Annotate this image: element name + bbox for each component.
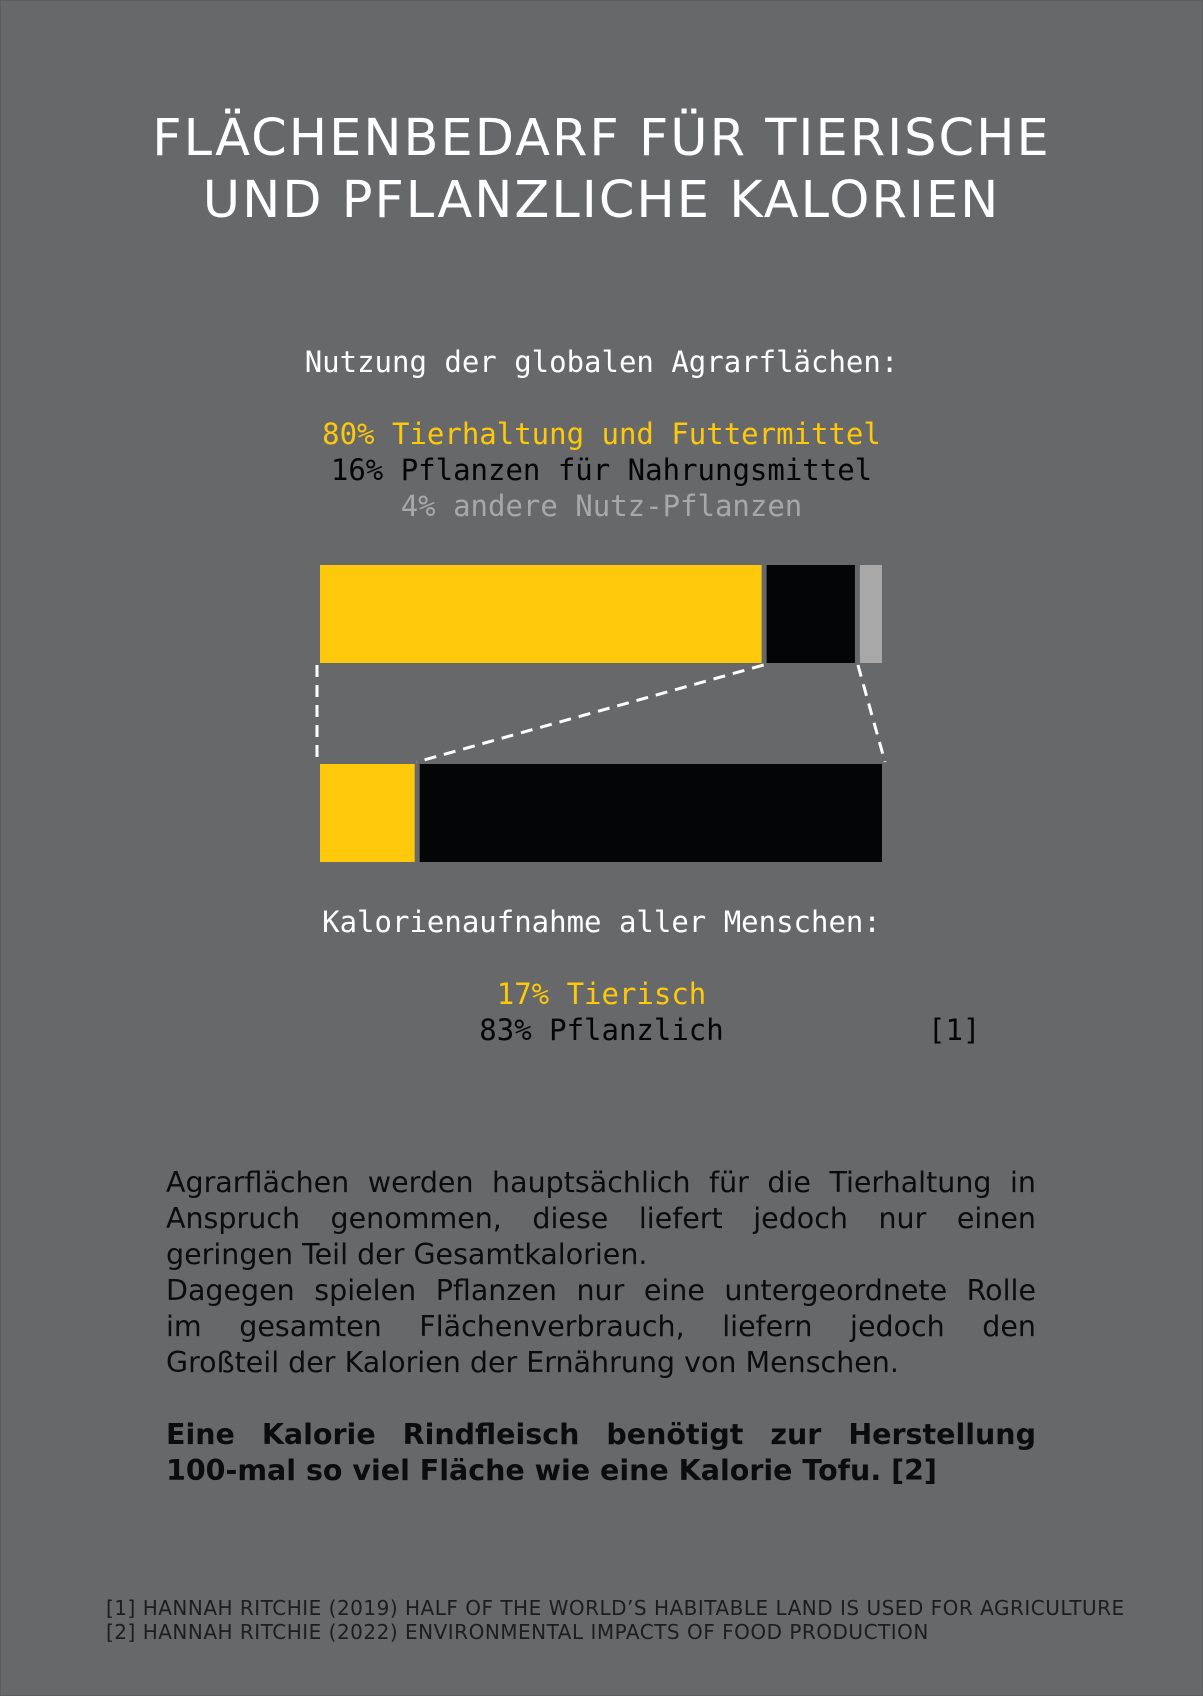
connector-animal-line [417,665,764,762]
land-use-bar-segment-1 [320,565,762,663]
paragraph-2-line-2: 100-mal so viel Fläche wie eine Kalorie Tofu. [2] [166,1454,937,1487]
calorie-reference: [1] [928,1013,981,1047]
paragraph-1-line-2: Anspruch genommen, diese liefert jedoch nur einen [166,1202,1036,1235]
paragraph-1-line-1: Agrarflächen werden hauptsächlich für die Tierhaltung in [166,1166,1036,1199]
body-paragraph-2 [166,1417,1036,1489]
legend-animal-land: 80% Tierhaltung und Futtermittel [322,417,881,451]
paragraph-1-line-4: Dagegen spielen Pflanzen nur eine untergeordnete Rolle [166,1274,1036,1307]
legend-plant-calories: 83% Pflanzlich [479,1013,724,1047]
calorie-bar-segment-1 [320,764,415,862]
paragraph-1-line-6: Großteil der Kalorien der Ernährung von Menschen. [166,1346,899,1379]
legend-animal-calories: 17% Tierisch [496,977,707,1011]
land-use-heading: Nutzung der globalen Agrarflächen: [304,345,899,379]
footnote-2: [2] HANNAH RITCHIE (2022) ENVIRONMENTAL IMPACTS OF FOOD PRODUCTION [106,1620,929,1644]
connector-plant-line [858,665,885,762]
land-use-bar-segment-3 [860,565,882,663]
paragraph-2-line-1: Eine Kalorie Rindfleisch benötigt zur Herstellung [166,1418,1036,1451]
page-title-line-2: UND PFLANZLICHE KALORIEN [202,171,1001,230]
paragraph-1-line-5: im gesamten Flächenverbrauch, liefern jedoch den [166,1310,1036,1343]
legend-plant-food-land: 16% Pflanzen für Nahrungsmittel [330,453,873,487]
land-use-bar-segment-2 [767,565,855,663]
calorie-heading: Kalorienaufnahme aller Menschen: [322,905,881,939]
body-paragraph-1 [166,1165,1036,1381]
legend-other-crops-land: 4% andere Nutz-Pflanzen [400,489,803,523]
calorie-bar-segment-2 [420,764,882,862]
footnote-1: [1] HANNAH RITCHIE (2019) HALF OF THE WORLD’S HABITABLE LAND IS USED FOR AGRICULTURE [106,1596,1125,1620]
page-title-line-1: FLÄCHENBEDARF FÜR TIERISCHE [152,109,1051,168]
paragraph-1-line-3: geringen Teil der Gesamtkalorien. [166,1238,648,1271]
